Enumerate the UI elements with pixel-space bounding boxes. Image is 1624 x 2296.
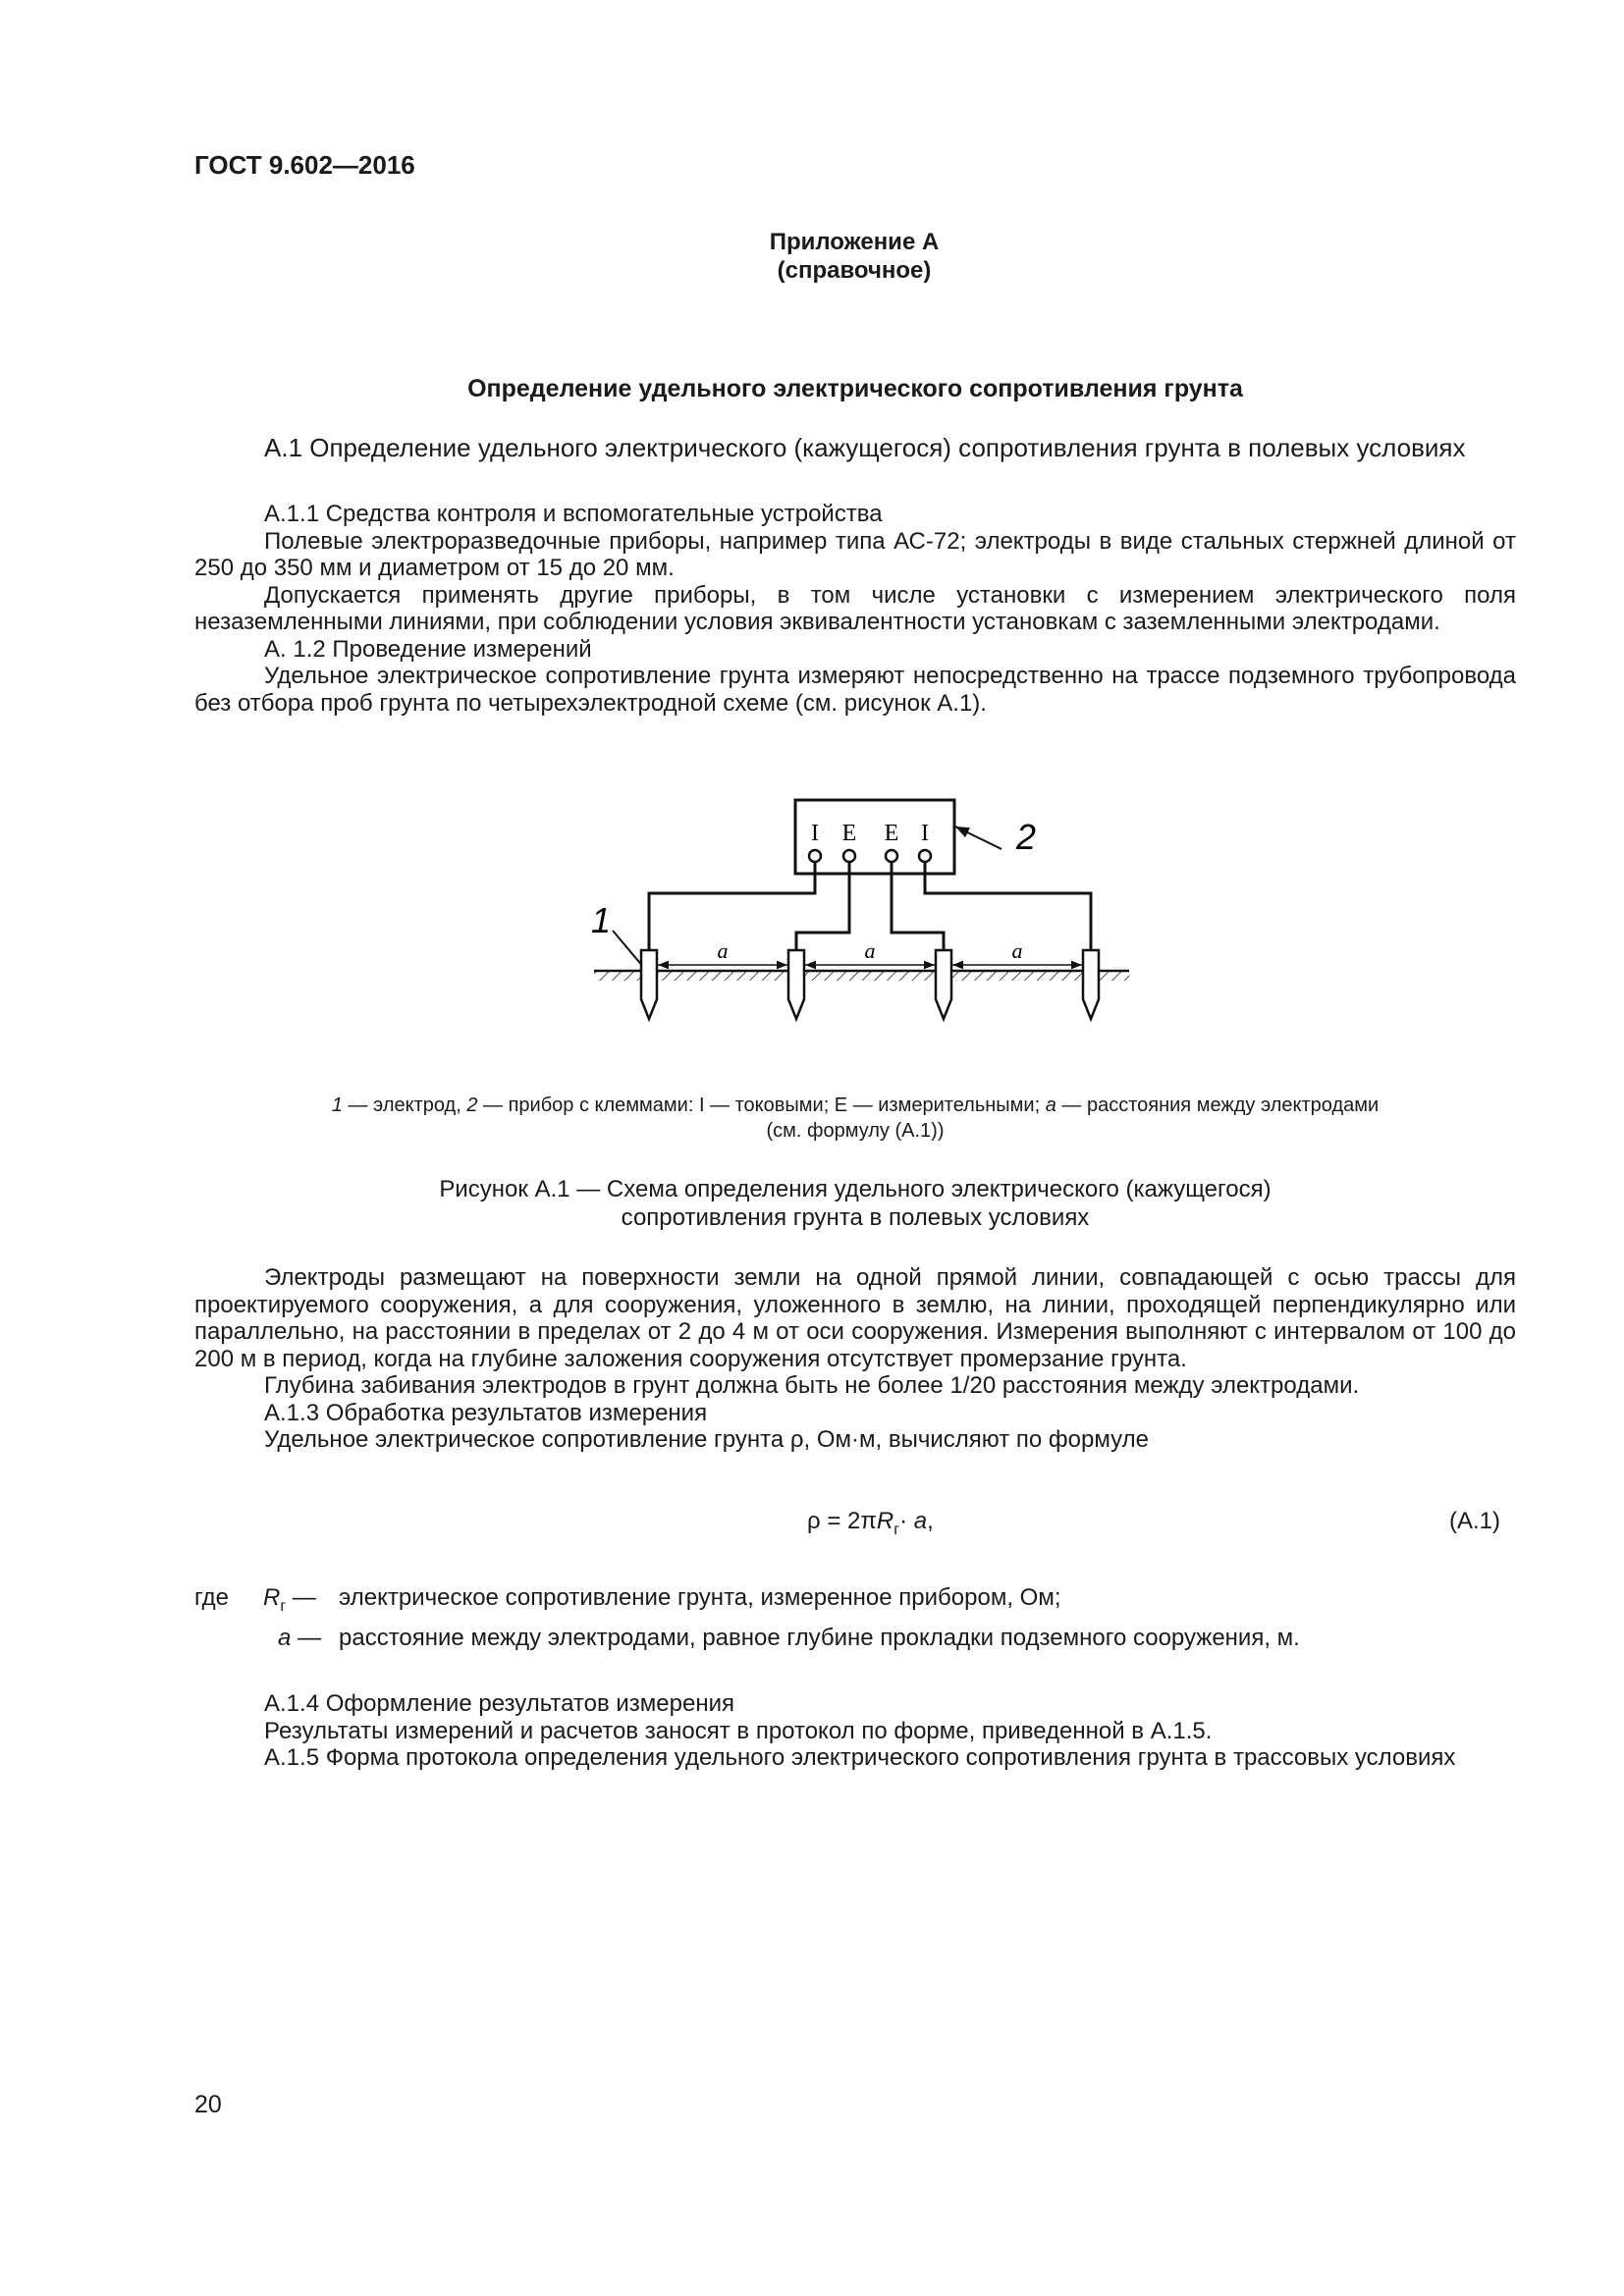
paragraph-other-devices: Допускается применять другие приборы, в том числе установки с измерением электрического поля незаземленными линиями, при соблюдении условия эквивалентности установкам с заземленными электродами.	[194, 581, 1516, 635]
appendix-label: Приложение А	[769, 229, 940, 255]
page-number: 20	[194, 2091, 222, 2118]
spacing-label: a	[1011, 938, 1023, 963]
document-code: ГОСТ 9.602—2016	[194, 150, 415, 180]
appendix-title: Определение удельного электрического сопротивления грунта	[467, 375, 1243, 402]
terminal-label: E	[841, 821, 857, 846]
appendix-heading	[687, 228, 1021, 285]
where-word: где	[194, 1584, 230, 1611]
callout-line	[955, 827, 1001, 849]
section-a1-1-block	[194, 501, 1516, 717]
spacing-label: a	[717, 938, 729, 963]
callout-number: 2	[1016, 817, 1037, 857]
section-a1-5-heading: А.1.5 Форма протокола определения удельного электрического сопротивления грунта в трассовых условиях	[264, 1744, 1456, 1771]
terminal-label: E	[884, 821, 899, 846]
figure-caption-line2: сопротивления грунта в полевых условиях	[621, 1204, 1090, 1231]
section-a1-heading: А.1 Определение удельного электрического (кажущегося) сопротивления грунта в полевых условиях	[264, 433, 1466, 462]
callout-line	[613, 931, 644, 968]
terminal-label: I	[811, 821, 819, 846]
section-a1-3-heading: А.1.3 Обработка результатов измерения	[264, 1399, 708, 1426]
paragraph-results: Результаты измерений и расчетов заносят в протокол по форме, приведенной в А.1.5.	[264, 1717, 1213, 1744]
paragraph-depth: Глубина забивания электродов в грунт должна быть не более 1/20 расстояния между электродами.	[264, 1372, 1360, 1399]
appendix-type: (справочное)	[777, 257, 932, 284]
paragraph-electrode-placement: Электроды размещают на поверхности земли на одной прямой линии, совпадающей с осью трассы для проектируемого сооружения, а для сооружения, уложенного в землю, на линии, проходящей перпендикулярно или параллельно, на расстоянии в пределах от 2 до 4 м от оси сооружения. Измерения выполняют с интервалом от 100 до 200 м в период, когда на глубине заложения сооружения отсутствует промерзание грунта.	[194, 1264, 1516, 1372]
figure-legend-line1: 1 — электрод, 2 — прибор с клеммами: I — токовыми; Е — измерительными; a — расстояния между электродами	[331, 1095, 1380, 1116]
terminals	[809, 850, 931, 862]
paragraph-measurement: Удельное электрическое сопротивление грунта измеряют непосредственно на трассе подземного трубопровода без отбора проб грунта по четырехэлектродной схеме (см. рисунок А.1).	[194, 663, 1516, 717]
figure-legend	[194, 1093, 1516, 1144]
terminal-label: I	[921, 821, 929, 846]
paragraph-formula-intro: Удельное электрическое сопротивление грунта ρ, Ом·м, вычисляют по формуле	[264, 1426, 1149, 1453]
figure-caption	[194, 1175, 1516, 1232]
formula: $\rho = 2\pi R_г\cdot a$,	[807, 1508, 934, 1538]
body-after-figure	[194, 1264, 1516, 1454]
section-a1-4-heading: А.1.4 Оформление результатов измерения	[264, 1690, 734, 1717]
instrument-box	[795, 800, 954, 874]
four-electrode-diagram	[579, 775, 1149, 1031]
formula-number: (А.1)	[1449, 1508, 1501, 1534]
where-r-description: электрическое сопротивление грунта, измеренное прибором, Ом;	[339, 1584, 1061, 1611]
section-a1-1-heading: А.1.1 Средства контроля и вспомогательные устройства	[264, 501, 883, 527]
figure-legend-line2: (см. формулу (А.1))	[766, 1120, 945, 1142]
spacing-label: a	[864, 938, 876, 963]
ground-hatching	[594, 971, 1129, 981]
paragraph-instruments: Полевые электроразведочные приборы, например типа АС-72; электроды в виде стальных стержней длиной от 250 до 350 мм и диаметром от 15 до 20 мм.	[194, 527, 1516, 581]
where-a-description: расстояние между электродами, равное глубине прокладки подземного сооружения, м.	[339, 1625, 1300, 1651]
tail-block	[194, 1690, 1516, 1772]
figure-caption-line1: Рисунок А.1 — Схема определения удельного электрического (кажущегося)	[439, 1176, 1272, 1202]
section-a1-2-heading: А. 1.2 Проведение измерений	[264, 635, 592, 663]
where-row-a: a —	[278, 1625, 322, 1651]
callout-number: 1	[591, 900, 612, 940]
where-row-r: $R_г$ —	[263, 1584, 316, 1615]
